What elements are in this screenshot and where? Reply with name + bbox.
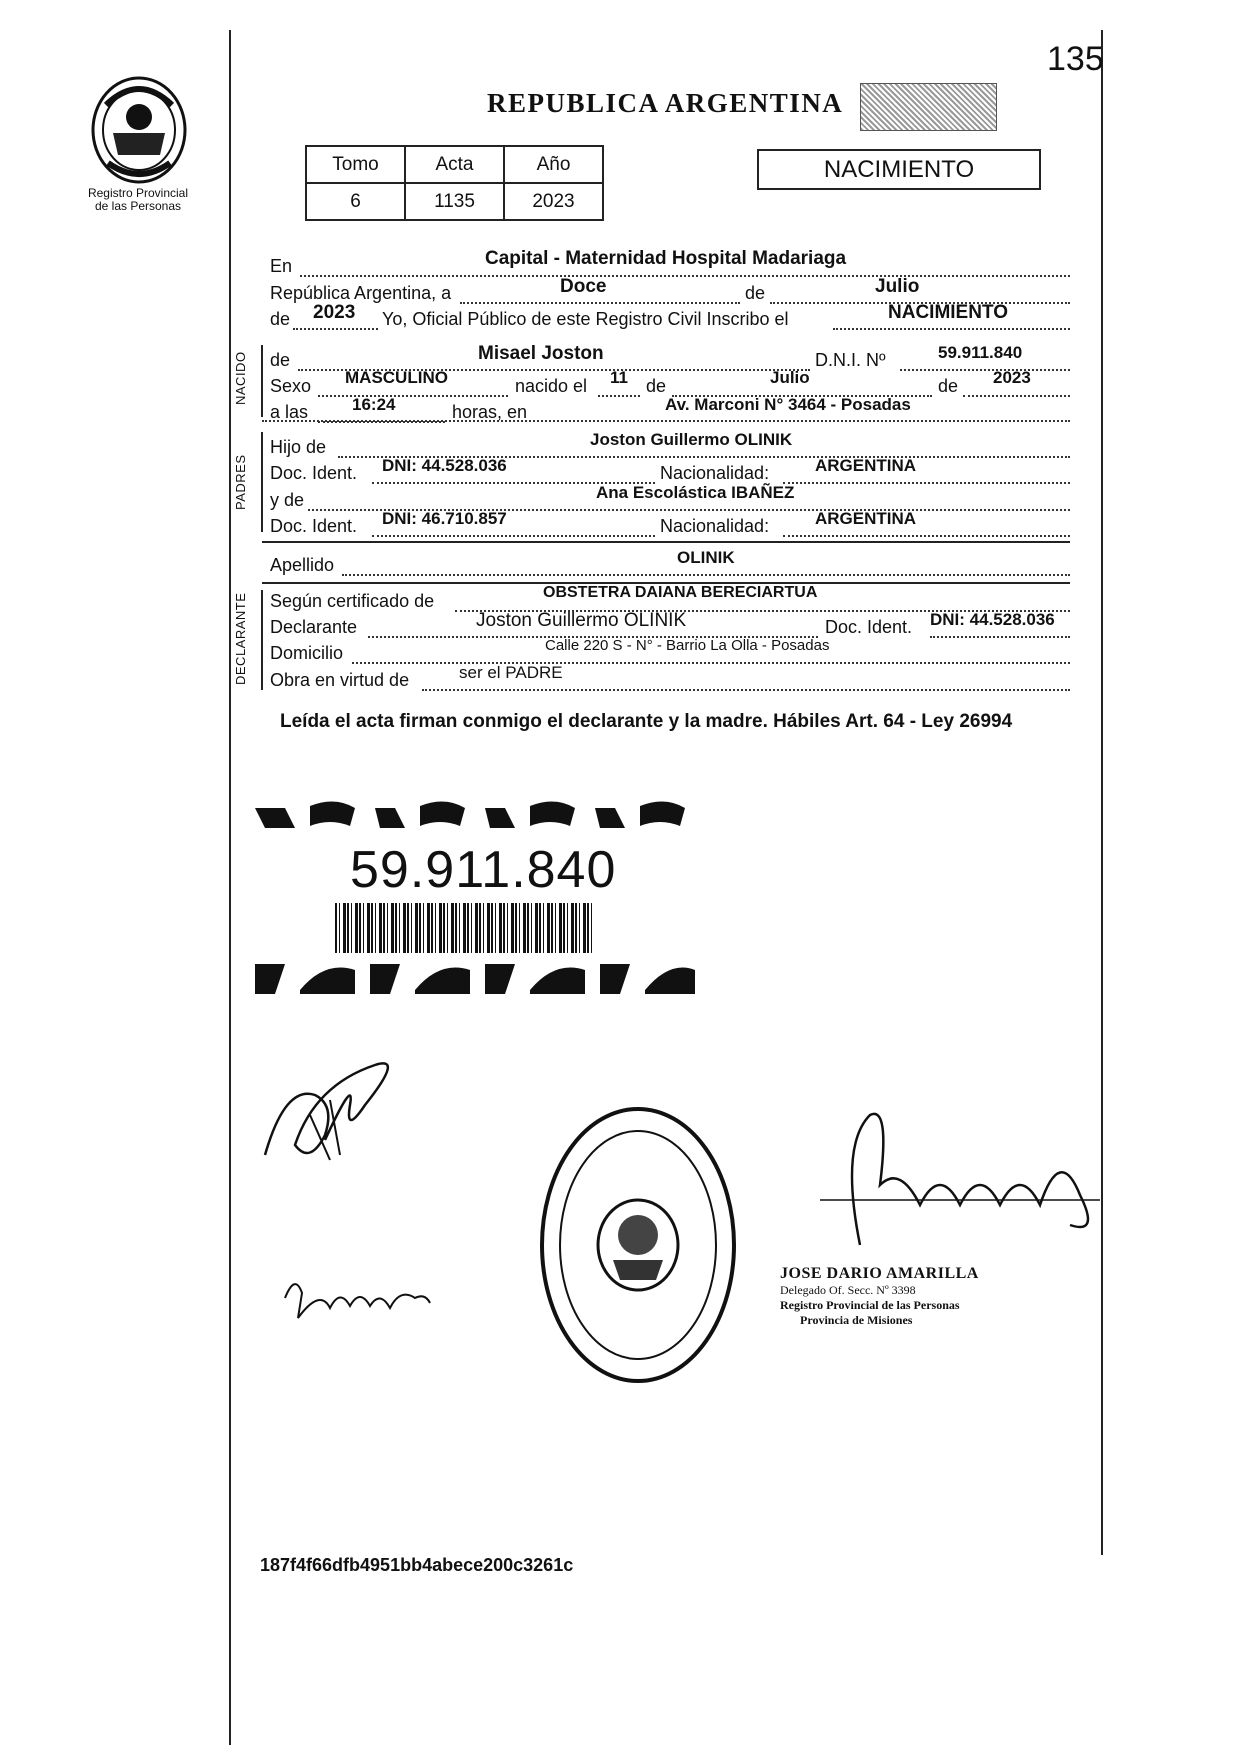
birth-day-value: 11 — [610, 368, 628, 387]
declarante-value: Joston Guillermo OLINIK — [476, 610, 687, 631]
hora-value: 16:24 — [352, 395, 396, 414]
hora-label: a las — [270, 402, 309, 422]
officer-text: Yo, Oficial Público de este Registro Civil Inscribo el — [382, 309, 789, 329]
mother-signature — [280, 1268, 440, 1328]
signature-icon — [255, 1045, 415, 1175]
logo-caption-line1: Registro Provincial — [87, 186, 189, 200]
place-value: Capital - Maternidad Hospital Madariaga — [485, 248, 847, 269]
dni-label: D.N.I. Nº — [815, 350, 886, 370]
event-value: NACIMIENTO — [888, 302, 1008, 323]
father-nac-label: Nacionalidad: — [660, 463, 770, 483]
day-value: Doce — [560, 276, 607, 297]
dotted-line — [422, 689, 1070, 691]
dotted-line — [598, 395, 640, 397]
declarante-doc-label: Doc. Ident. — [825, 617, 913, 637]
birth-place-value: Av. Marconi N° 3464 - Posadas — [665, 395, 911, 414]
document-title: REPUBLICA ARGENTINA — [487, 88, 844, 118]
dotted-line — [833, 328, 1070, 330]
birth-month-value: Julio — [770, 368, 810, 387]
section-bracket-declarante — [261, 590, 263, 690]
nacido-de-anio-label: de — [938, 376, 959, 396]
record-header-acta: Acta — [405, 146, 504, 183]
nacido-de-label: de — [270, 350, 291, 370]
dotted-line — [460, 302, 740, 304]
security-pattern-icon — [255, 960, 695, 998]
de-label: de — [745, 283, 766, 303]
section-bracket-padres — [261, 432, 263, 532]
security-pattern-icon — [255, 798, 695, 832]
section-rule — [262, 541, 1070, 543]
registry-round-seal — [538, 1105, 738, 1385]
mother-doc-value: DNI: 46.710.857 — [382, 509, 507, 528]
declarant-signature — [255, 1045, 415, 1175]
province-logo — [88, 75, 191, 185]
security-folio — [860, 83, 997, 131]
dotted-line — [342, 574, 1070, 576]
year-value: 2023 — [313, 302, 356, 323]
de-label-2: de — [270, 309, 291, 329]
dotted-line — [318, 421, 445, 423]
en-label: En — [270, 256, 293, 276]
father-name-value: Joston Guillermo OLINIK — [590, 430, 793, 449]
official-name: JOSE DARIO AMARILLA — [780, 1265, 979, 1282]
barcode-number: 59.911.840 — [350, 841, 617, 899]
horas-en-label: horas, en — [452, 402, 528, 422]
record-value-tomo: 6 — [306, 183, 405, 220]
official-signature — [780, 1105, 1110, 1255]
record-table — [305, 145, 604, 221]
child-name-value: Misael Joston — [478, 343, 604, 364]
dotted-line — [783, 482, 1070, 484]
mother-name-value: Ana Escolástica IBAÑEZ — [596, 483, 795, 502]
section-bracket-nacido — [261, 345, 263, 417]
signature-icon — [780, 1105, 1110, 1255]
y-de-label: y de — [270, 490, 305, 510]
record-header-tomo: Tomo — [306, 146, 405, 183]
nacido-el-label: nacido el — [515, 376, 588, 396]
section-label-padres: PADRES — [233, 454, 248, 510]
apellido-value: OLINIK — [677, 548, 735, 567]
domicilio-value: Calle 220 S - N° - Barrio La Olla - Posadas — [545, 637, 830, 654]
official-registry: Registro Provincial de las Personas — [780, 1298, 960, 1312]
domicilio-label: Domicilio — [270, 643, 344, 663]
sexo-label: Sexo — [270, 376, 312, 396]
record-value-anio: 2023 — [504, 183, 603, 220]
declarante-label: Declarante — [270, 617, 358, 637]
nacido-de-mes-label: de — [646, 376, 667, 396]
birth-year-value: 2023 — [993, 368, 1031, 387]
mother-nac-label: Nacionalidad: — [660, 516, 770, 536]
cert-label: Según certificado de — [270, 591, 435, 611]
dotted-line — [783, 535, 1070, 537]
official-province: Provincia de Misiones — [800, 1313, 913, 1327]
dotted-line — [372, 535, 655, 537]
closing-note: Leída el acta firman conmigo el declarante y la madre. Hábiles Art. 64 - Ley 26994 — [280, 711, 1013, 732]
seal-icon — [538, 1105, 738, 1385]
misiones-seal-icon — [88, 75, 191, 185]
declarante-doc-value: DNI: 44.528.036 — [930, 610, 1055, 629]
father-doc-value: DNI: 44.528.036 — [382, 456, 507, 475]
mother-nac-value: ARGENTINA — [815, 509, 917, 528]
left-margin-line — [229, 30, 231, 1745]
barcode-top-pattern — [255, 798, 695, 832]
republica-label: República Argentina, a — [270, 283, 452, 303]
dotted-line — [930, 636, 1070, 638]
sexo-value: MASCULINO — [345, 368, 448, 387]
obra-label: Obra en virtud de — [270, 670, 410, 690]
record-header-anio: Año — [504, 146, 603, 183]
dotted-line — [900, 369, 1070, 371]
father-nac-value: ARGENTINA — [815, 456, 917, 475]
apellido-label: Apellido — [270, 555, 335, 575]
barcode-bottom-pattern — [255, 960, 695, 998]
dotted-line — [963, 395, 1070, 397]
dotted-line — [300, 275, 1070, 277]
official-role: Delegado Of. Secc. Nº 3398 — [780, 1283, 916, 1297]
logo-caption-line2: de las Personas — [94, 199, 182, 213]
obra-value: ser el PADRE — [459, 663, 563, 682]
certificate-type-box: NACIMIENTO — [757, 149, 1041, 190]
page-number: 135 — [1047, 40, 1104, 78]
official-stamp — [780, 1265, 1000, 1328]
signature-icon — [280, 1268, 440, 1328]
section-label-nacido: NACIDO — [233, 351, 248, 405]
logo-caption — [58, 187, 218, 213]
month-value: Julio — [875, 276, 920, 297]
section-label-declarante: DECLARANTE — [233, 592, 248, 685]
record-value-acta: 1135 — [405, 183, 504, 220]
right-margin-line — [1101, 30, 1103, 1555]
barcode — [335, 903, 595, 953]
mother-doc-label: Doc. Ident. — [270, 516, 358, 536]
document-hash: 187f4f66dfb4951bb4abece200c3261c — [260, 1555, 574, 1575]
dotted-line — [318, 395, 508, 397]
hijo-de-label: Hijo de — [270, 437, 327, 457]
father-doc-label: Doc. Ident. — [270, 463, 358, 483]
dotted-line — [293, 328, 378, 330]
cert-value: OBSTETRA DAIANA BERECIARTUA — [543, 584, 818, 601]
child-dni-value: 59.911.840 — [938, 343, 1023, 362]
